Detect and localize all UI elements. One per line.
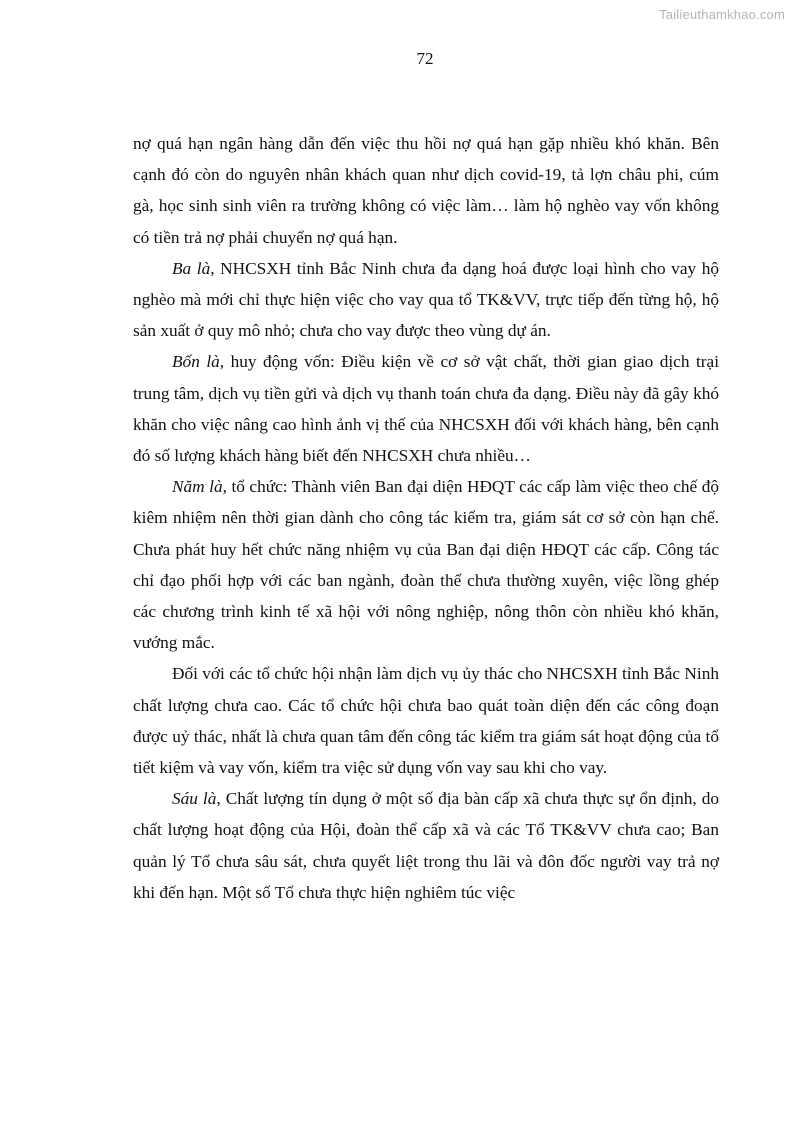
paragraph-5-text: Đối với các tổ chức hội nhận làm dịch vụ ủy thác cho NHCSXH tỉnh Bắc Ninh chất lượng chưa cao. Các tổ chức hội chưa bao quát toàn diện đến các công đoạn được uỷ thác, nhất là chưa quan tâm đến công tác kiểm tra giám sát hoạt động của tổ tiết kiệm và vay vốn, kiểm tra việc sử dụng vốn vay sau khi cho vay. [133,664,719,778]
paragraph-1-text: nợ quá hạn ngân hàng dẫn đến việc thu hồi nợ quá hạn gặp nhiều khó khăn. Bên cạnh đó còn do nguyên nhân khách quan như dịch covid-19, tả lợn châu phi, cúm gà, học sinh sinh viên ra trường không có việc làm… làm hộ nghèo vay vốn không có tiền trả nợ phải chuyển nợ quá hạn. [133,134,719,247]
paragraph-2 [133,253,719,347]
page-number: 72 [416,49,434,68]
paragraph-3-text: , huy động vốn: Điều kiện về cơ sở vật chất, thời gian giao dịch trại trung tâm, dịch vụ tiền gửi và dịch vụ thanh toán chưa đa dạng. Điều này đã gây khó khăn cho việc nâng cao hình ảnh vị thế của NHCSXH đối với khách hàng, bên cạnh đó số lượng khách hàng biết đến NHCSXH chưa nhiều… [133,352,719,466]
paragraph-2-lead: Ba là [172,258,211,278]
paragraph-4-text: tổ chức: Thành viên Ban đại diện HĐQT các cấp làm việc theo chế độ kiêm nhiệm nên thời gian dành cho công tác kiểm tra, giám sát cơ sở còn hạn chế. Chưa phát huy hết chức năng nhiệm vụ của Ban đại diện HĐQT các cấp. Công tác chỉ đạo phối hợp với các ban ngành, đoàn thể chưa thường xuyên, việc lồng ghép các chương trình kinh tế xã hội với nông nghiệp, nông thôn còn nhiều khó khăn, vướng mắc. [133,477,719,653]
paragraph-4-lead: Năm là, [172,477,227,497]
document-body [133,128,719,908]
paragraph-3-lead: Bốn là [172,352,220,372]
paragraph-5 [133,658,719,783]
paragraph-3 [133,346,719,471]
paragraph-6-lead: Sáu là [172,789,217,809]
watermark: Tailieuthamkhao.com [659,7,785,22]
paragraph-2-text: , NHCSXH tỉnh Bắc Ninh chưa đa dạng hoá được loại hình cho vay hộ nghèo mà mới chỉ thực hiện việc cho vay qua tổ TK&VV, trực tiếp đến từng hộ, hộ sản xuất ở quy mô nhỏ; chưa cho vay được theo vùng dự án. [133,258,719,341]
paragraph-6 [133,783,719,908]
paragraph-1 [133,128,719,253]
paragraph-4 [133,471,719,658]
paragraph-6-text: , Chất lượng tín dụng ở một số địa bàn cấp xã chưa thực sự ổn định, do chất lượng hoạt động của Hội, đoàn thể cấp xã và các Tổ TK&VV chưa cao; Ban quản lý Tổ chưa sâu sát, chưa quyết liệt trong thu lãi và đôn đốc người vay trả nợ khi đến hạn. Một số Tổ chưa thực hiện nghiêm túc việc [133,789,719,902]
